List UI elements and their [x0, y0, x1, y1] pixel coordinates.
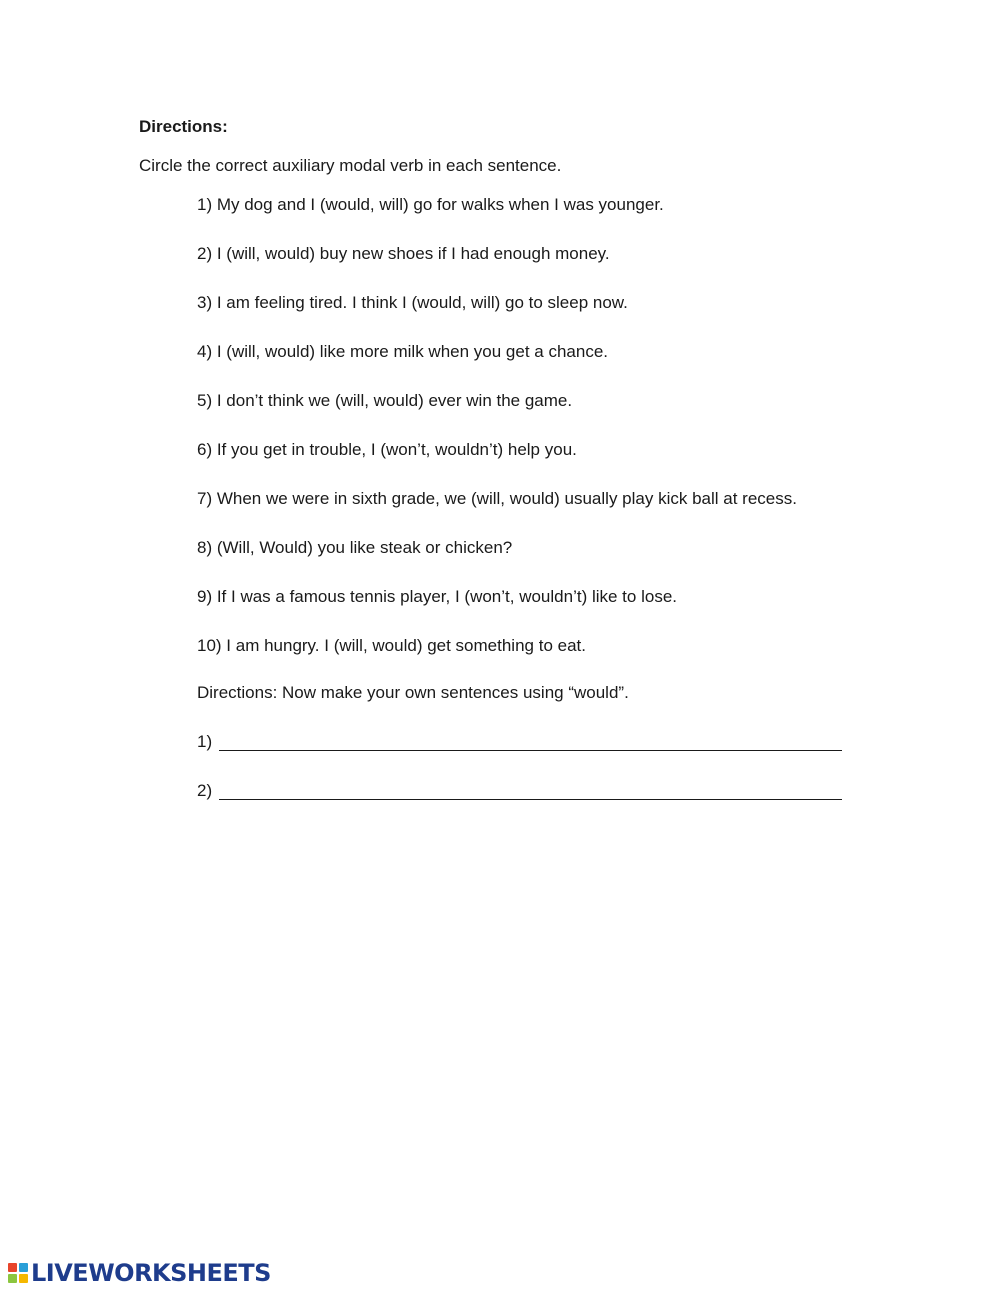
- logo-tile: [8, 1274, 17, 1283]
- answer-blank-2[interactable]: [219, 781, 842, 800]
- question-item[interactable]: 8) (Will, Would) you like steak or chicken?: [197, 538, 513, 557]
- question-item[interactable]: 3) I am feeling tired. I think I (would, will) go to sleep now.: [197, 293, 628, 312]
- liveworksheets-logo-icon: [8, 1263, 28, 1283]
- question-item[interactable]: 1) My dog and I (would, will) go for walks when I was younger.: [197, 195, 664, 214]
- part2-directions: Directions: Now make your own sentences using “would”.: [197, 683, 629, 702]
- question-item[interactable]: 7) When we were in sixth grade, we (will, would) usually play kick ball at recess.: [197, 489, 797, 508]
- question-item[interactable]: 2) I (will, would) buy new shoes if I had enough money.: [197, 244, 610, 263]
- logo-tile: [8, 1263, 17, 1272]
- answer-blank-1[interactable]: [219, 732, 842, 751]
- question-item[interactable]: 10) I am hungry. I (will, would) get something to eat.: [197, 636, 586, 655]
- logo-text: LIVEWORKSHEETS: [31, 1259, 271, 1287]
- answer-row: [197, 732, 842, 781]
- question-item[interactable]: 4) I (will, would) like more milk when you get a chance.: [197, 342, 608, 361]
- liveworksheets-logo[interactable]: [8, 1259, 271, 1287]
- instruction-text: Circle the correct auxiliary modal verb in each sentence.: [139, 156, 562, 175]
- question-item[interactable]: 5) I don’t think we (will, would) ever win the game.: [197, 391, 573, 410]
- logo-tile: [19, 1263, 28, 1272]
- logo-tile: [19, 1274, 28, 1283]
- question-list: [197, 195, 797, 685]
- question-item[interactable]: 9) If I was a famous tennis player, I (won’t, wouldn’t) like to lose.: [197, 587, 677, 606]
- answer-number: 2): [197, 781, 213, 800]
- question-item[interactable]: 6) If you get in trouble, I (won’t, wouldn’t) help you.: [197, 440, 577, 459]
- answer-number: 1): [197, 732, 213, 751]
- answer-row: [197, 781, 842, 830]
- directions-heading: Directions:: [139, 117, 228, 136]
- answer-list: [197, 732, 842, 830]
